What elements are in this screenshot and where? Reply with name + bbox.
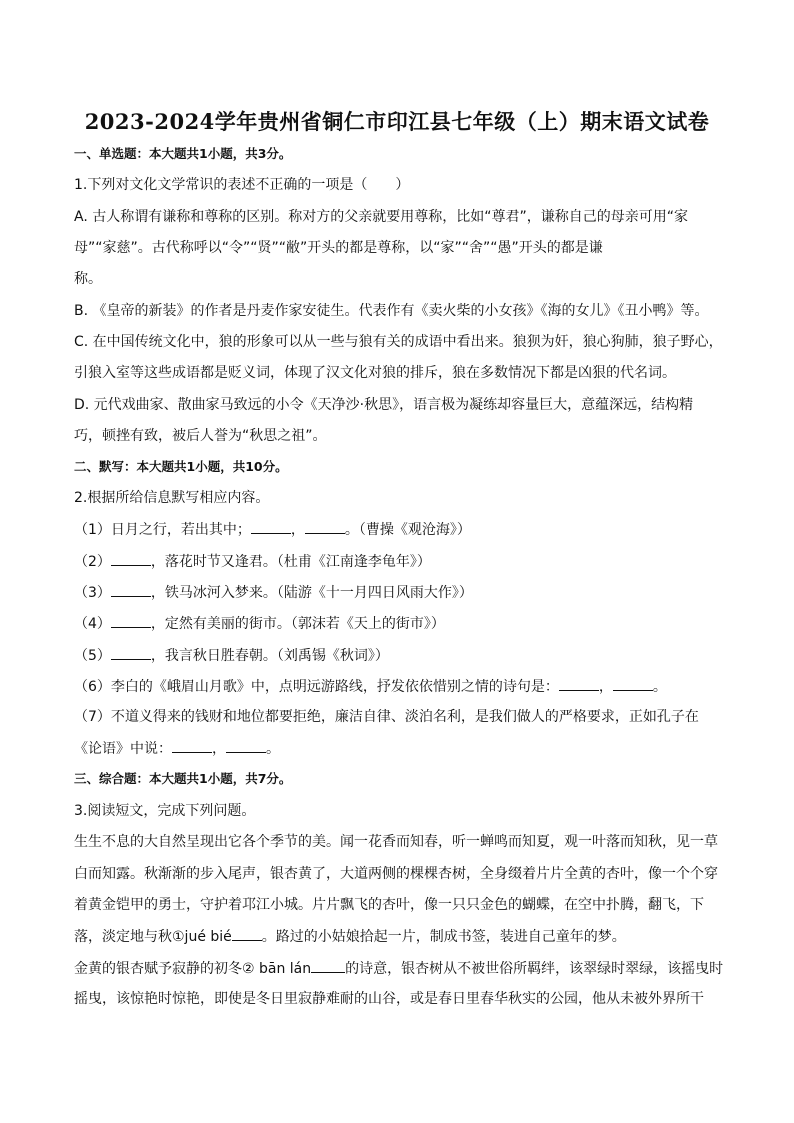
- dictation-item-3: （3） ，铁马冰河入梦来。（陆游《十一月四日风雨大作》）: [74, 582, 724, 603]
- question-2-stem: 2.根据所给信息默写相应内容。: [74, 490, 270, 506]
- answer-blank[interactable]: [232, 926, 262, 941]
- option-c-line-2: 引狼入室等这些成语都是贬义词，体现了汉文化对狼的排斥，狼在多数情况下都是凶狠的代名词。: [74, 365, 676, 381]
- passage-line-6: 摇曳，该惊艳时惊艳，即使是冬日里寂静难耐的山谷，或是春日里春华秋实的公园，他从未被外界所干: [74, 991, 704, 1007]
- answer-blank[interactable]: [559, 676, 599, 691]
- answer-blank[interactable]: [613, 676, 653, 691]
- option-b-line-1: B. 《皇帝的新装》的作者是丹麦作家安徒生。代表作有《卖火柴的小女孩》《海的女儿》《丑小鸭》等。: [74, 303, 709, 319]
- answer-blank[interactable]: [305, 519, 345, 534]
- option-a-line-3: 称。: [74, 271, 102, 287]
- answer-blank[interactable]: [311, 958, 345, 973]
- passage-line-4: 落，淡定地与秋①jué bié 。路过的小姑娘拾起一片，制成书签，装进自己童年的梦。: [74, 926, 724, 947]
- answer-blank[interactable]: [226, 738, 266, 753]
- dictation-item-5: （5） ，我言秋日胜春朝。（刘禹锡《秋词》）: [74, 645, 724, 666]
- answer-blank[interactable]: [111, 645, 151, 660]
- dictation-item-2: （2） ，落花时节又逢君。（杜甫《江南逢李龟年》）: [74, 551, 724, 572]
- answer-blank[interactable]: [251, 519, 291, 534]
- option-a-line-2: 母”“家慈”。古代称呼以“令”“贤”“敝”开头的都是尊称，以“家”“舍”“愚”开头的都是谦: [74, 240, 603, 256]
- section-heading-2: 二、默写：本大题共1小题，共10分。: [74, 459, 288, 474]
- answer-blank[interactable]: [172, 738, 212, 753]
- dictation-item-7-line-1: （7）不道义得来的钱财和地位都要拒绝，廉洁自律、淡泊名利，是我们做人的严格要求，正如孔子在: [74, 709, 699, 725]
- option-d-line-2: 巧，顿挫有致，被后人誉为“秋思之祖”。: [74, 428, 327, 444]
- page-title: 2023-2024学年贵州省铜仁市印江县七年级（上）期末语文试卷: [84, 109, 710, 134]
- question-1-stem: 1.下列对文化文学常识的表述不正确的一项是（ ）: [74, 177, 410, 193]
- passage-line-3: 着黄金铠甲的勇士，守护着邛江小城。片片飘飞的杏叶，像一只只金色的蝴蝶，在空中扑腾，翻飞，下: [74, 897, 704, 913]
- question-3-stem: 3.阅读短文，完成下列问题。: [74, 803, 256, 819]
- section-heading-3: 三、综合题：本大题共1小题，共7分。: [74, 771, 292, 786]
- dictation-item-1: （1）日月之行，若出其中； ， 。（曹操《观沧海》）: [74, 519, 724, 540]
- dictation-item-6: （6）李白的《峨眉山月歌》中，点明远游路线，抒发依依惜别之情的诗句是： ， 。: [74, 676, 724, 697]
- answer-blank[interactable]: [111, 582, 151, 597]
- option-a-line-1: A. 古人称谓有谦称和尊称的区别。称对方的父亲就要用尊称，比如“尊君”，谦称自己的母亲可用“家: [74, 209, 688, 225]
- dictation-item-7-line-2: 《论语》中说： ， 。: [74, 738, 724, 759]
- passage-line-1: 生生不息的大自然呈现出它各个季节的美。闻一花香而知春，听一蝉鸣而知夏，观一叶落而知秋，见一草: [74, 834, 718, 850]
- answer-blank[interactable]: [111, 551, 151, 566]
- answer-blank[interactable]: [111, 613, 151, 628]
- option-d-line-1: D. 元代戏曲家、散曲家马致远的小令《天净沙·秋思》，语言极为凝练却容量巨大，意蕴深远，结构精: [74, 397, 694, 413]
- dictation-item-4: （4） ，定然有美丽的街市。（郭沫若《天上的街市》）: [74, 613, 724, 634]
- section-heading-1: 一、单选题：本大题共1小题，共3分。: [74, 146, 292, 161]
- option-c-line-1: C. 在中国传统文化中，狼的形象可以从一些与狼有关的成语中看出来。狼狈为奸，狼心狗肺，狼子野心，: [74, 334, 723, 350]
- passage-line-5: 金黄的银杏赋予寂静的初冬② bān lán 的诗意，银杏树从不被世俗所羁绊，该翠绿时翠绿，该摇曳时: [74, 958, 724, 979]
- passage-line-2: 白而知露。秋渐渐的步入尾声，银杏黄了，大道两侧的棵棵杏树，全身缀着片片全黄的杏叶，像一个个穿: [74, 866, 718, 882]
